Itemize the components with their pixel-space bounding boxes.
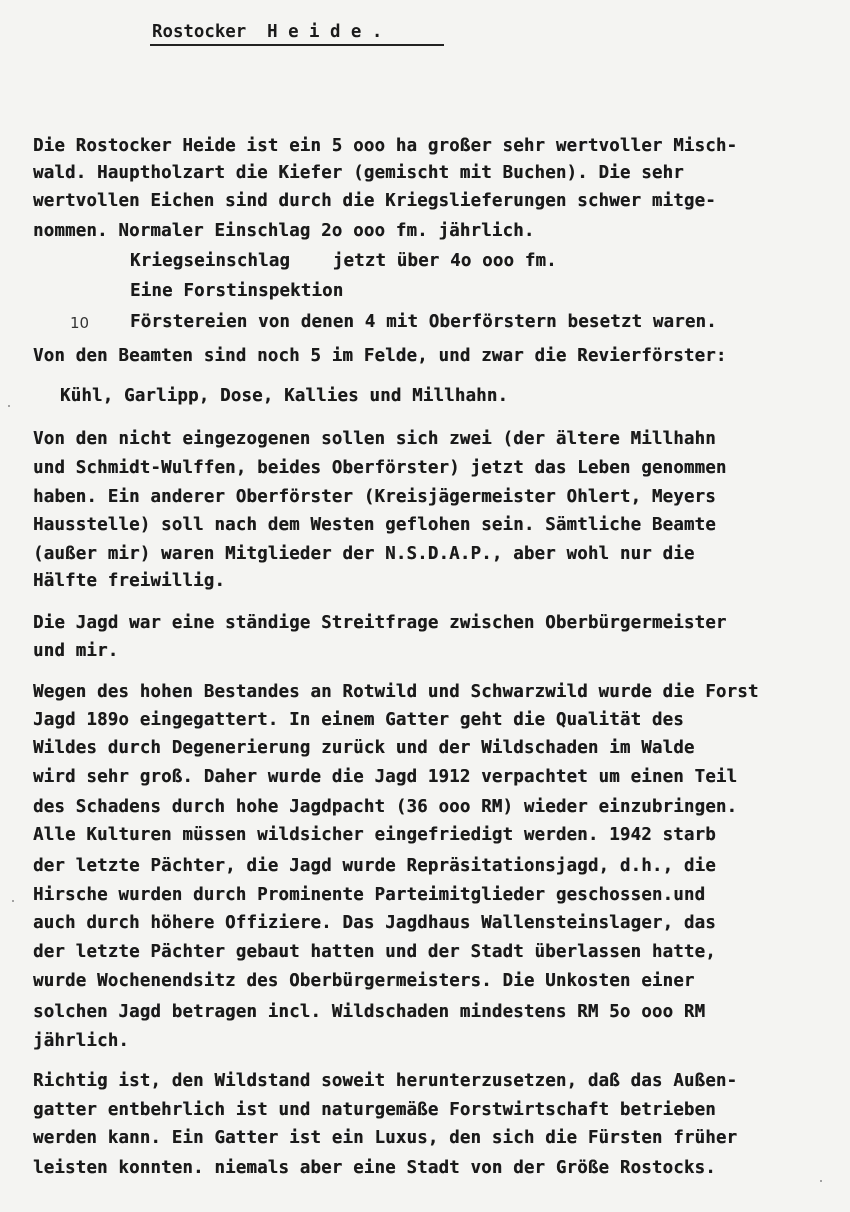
text-line: Von den nicht eingezogenen sollen sich zwei (der ältere Millhahn	[33, 429, 716, 449]
text-line: (außer mir) waren Mitglieder der N.S.D.A.P., aber wohl nur die	[33, 544, 695, 564]
text-line: Jagd 189o eingegattert. In einem Gatter geht die Qualität des	[33, 710, 684, 730]
text-line: auch durch höhere Offiziere. Das Jagdhaus Wallensteinslager, das	[33, 913, 716, 933]
text-line: der letzte Pächter gebaut hatten und der Stadt überlassen hatte,	[33, 942, 716, 962]
paper-speck	[8, 405, 10, 407]
text-line: wertvollen Eichen sind durch die Kriegslieferungen schwer mitge-	[33, 191, 716, 211]
text-line: Richtig ist, den Wildstand soweit herunterzusetzen, daß das Außen-	[33, 1071, 738, 1091]
text-line: Hirsche wurden durch Prominente Parteimitglieder geschossen.und	[33, 885, 706, 905]
text-line: leisten konnten. niemals aber eine Stadt von der Größe Rostocks.	[33, 1158, 716, 1178]
text-line: und mir.	[33, 641, 119, 661]
text-line: gatter entbehrlich ist und naturgemäße Forstwirtschaft betrieben	[33, 1100, 716, 1120]
text-line: jährlich.	[33, 1031, 130, 1051]
text-line: werden kann. Ein Gatter ist ein Luxus, den sich die Fürsten früher	[33, 1128, 738, 1148]
text-line: und Schmidt-Wulffen, beides Oberförster) jetzt das Leben genommen	[33, 458, 727, 478]
text-line: Wegen des hohen Bestandes an Rotwild und Schwarzwild wurde die Forst	[33, 682, 759, 702]
text-line: des Schadens durch hohe Jagdpacht (36 ooo RM) wieder einzubringen.	[33, 797, 738, 817]
text-line: der letzte Pächter, die Jagd wurde Repräsitationsjagd, d.h., die	[33, 856, 716, 876]
text-line: Kühl, Garlipp, Dose, Kallies und Millhahn.	[60, 386, 509, 406]
text-line: Eine Forstinspektion	[130, 281, 344, 301]
text-line: Kriegseinschlag jetzt über 4o ooo fm.	[130, 251, 557, 271]
text-line: haben. Ein anderer Oberförster (Kreisjägermeister Ohlert, Meyers	[33, 487, 716, 507]
document-title: Rostocker H e i d e .	[152, 22, 383, 42]
paper-speck	[12, 900, 14, 902]
text-line: wald. Hauptholzart die Kiefer (gemischt mit Buchen). Die sehr	[33, 163, 684, 183]
text-line: Hälfte freiwillig.	[33, 571, 226, 591]
text-line: wurde Wochenendsitz des Oberbürgermeisters. Die Unkosten einer	[33, 971, 695, 991]
text-line: Die Rostocker Heide ist ein 5 ooo ha großer sehr wertvoller Misch-	[33, 136, 738, 156]
text-line: Wildes durch Degenerierung zurück und der Wildschaden im Walde	[33, 738, 695, 758]
text-line: Alle Kulturen müssen wildsicher eingefriedigt werden. 1942 starb	[33, 825, 716, 845]
text-line: wird sehr groß. Daher wurde die Jagd 1912 verpachtet um einen Teil	[33, 767, 738, 787]
text-line: Hausstelle) soll nach dem Westen geflohen sein. Sämtliche Beamte	[33, 515, 716, 535]
margin-number: 10	[70, 314, 90, 332]
text-line: Förstereien von denen 4 mit Oberförstern besetzt waren.	[130, 312, 717, 332]
text-line: nommen. Normaler Einschlag 2o ooo fm. jährlich.	[33, 221, 535, 241]
text-line: Die Jagd war eine ständige Streitfrage zwischen Oberbürgermeister	[33, 613, 727, 633]
title-underline	[150, 44, 444, 46]
text-line: Von den Beamten sind noch 5 im Felde, und zwar die Revierförster:	[33, 346, 727, 366]
text-line: solchen Jagd betragen incl. Wildschaden mindestens RM 5o ooo RM	[33, 1002, 706, 1022]
paper-speck	[820, 1180, 822, 1182]
